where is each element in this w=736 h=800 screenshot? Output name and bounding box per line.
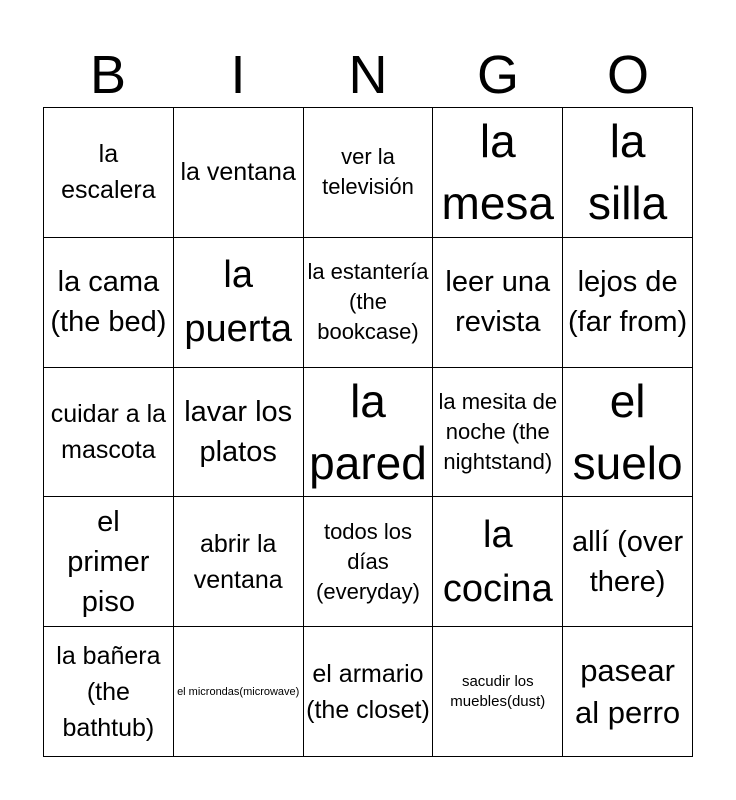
- cell-text: ver la televisión: [322, 144, 414, 200]
- bingo-cell[interactable]: [433, 108, 563, 238]
- bingo-cell[interactable]: [174, 238, 304, 368]
- cell-text: lavar los platos: [184, 395, 293, 468]
- header-letter-g: G: [476, 45, 519, 105]
- cell-text: la estantería (the bookcase): [307, 259, 429, 345]
- cell-text: leer una revista: [445, 266, 551, 339]
- header-letter-b: B: [89, 45, 127, 105]
- bingo-cell[interactable]: [174, 108, 304, 238]
- header-letter-o: O: [606, 45, 649, 105]
- cell-text: el armario (the closet): [306, 659, 430, 724]
- bingo-cell[interactable]: [174, 368, 304, 498]
- bingo-cell[interactable]: [304, 368, 434, 498]
- cell-text: la ventana: [180, 158, 296, 187]
- cell-text: cuidar a la mascota: [50, 399, 167, 464]
- cell-text: todos los días (everyday): [316, 518, 420, 604]
- cell-text: lejos de (far from): [567, 266, 688, 339]
- header-letter-n: N: [348, 45, 388, 105]
- bingo-cell[interactable]: [563, 627, 693, 757]
- bingo-cell[interactable]: [304, 627, 434, 757]
- cell-text: la pared: [309, 374, 427, 489]
- bingo-cell[interactable]: [433, 238, 563, 368]
- cell-text: sacudir los muebles(dust): [450, 672, 546, 710]
- cell-text: la mesa: [441, 115, 555, 230]
- bingo-cell[interactable]: [174, 627, 304, 757]
- cell-text: la silla: [587, 115, 668, 230]
- cell-text: la puerta: [184, 254, 293, 351]
- bingo-cell[interactable]: [174, 497, 304, 627]
- bingo-cell[interactable]: [304, 108, 434, 238]
- cell-text: el primer piso: [67, 505, 150, 618]
- cell-text: la escalera: [61, 140, 156, 205]
- cell-text: la cama (the bed): [50, 266, 167, 339]
- cell-text: abrir la ventana: [193, 529, 283, 594]
- bingo-cell[interactable]: [433, 368, 563, 498]
- bingo-cell[interactable]: [304, 497, 434, 627]
- cell-text: la cocina: [442, 513, 553, 610]
- bingo-cell[interactable]: [563, 108, 693, 238]
- header-letter-i: I: [230, 45, 246, 105]
- bingo-cell[interactable]: [44, 368, 174, 498]
- cell-text: la mesita de noche (the nightstand): [438, 388, 558, 474]
- bingo-cell[interactable]: [433, 627, 563, 757]
- bingo-cell[interactable]: [304, 238, 434, 368]
- bingo-cell[interactable]: [433, 497, 563, 627]
- cell-text: allí (over there): [571, 525, 684, 598]
- bingo-cell[interactable]: [44, 238, 174, 368]
- cell-text: la bañera (the bathtub): [56, 641, 161, 742]
- bingo-cell[interactable]: [44, 108, 174, 238]
- bingo-cell[interactable]: [44, 497, 174, 627]
- bingo-cell[interactable]: [44, 627, 174, 757]
- bingo-cell[interactable]: [563, 368, 693, 498]
- bingo-cell[interactable]: [563, 238, 693, 368]
- bingo-grid: [43, 107, 693, 757]
- bingo-cell[interactable]: [563, 497, 693, 627]
- cell-text: pasear al perro: [575, 652, 681, 730]
- cell-text: el microndas(microwave): [177, 685, 300, 698]
- cell-text: el suelo: [572, 374, 683, 489]
- bingo-header: [43, 42, 693, 108]
